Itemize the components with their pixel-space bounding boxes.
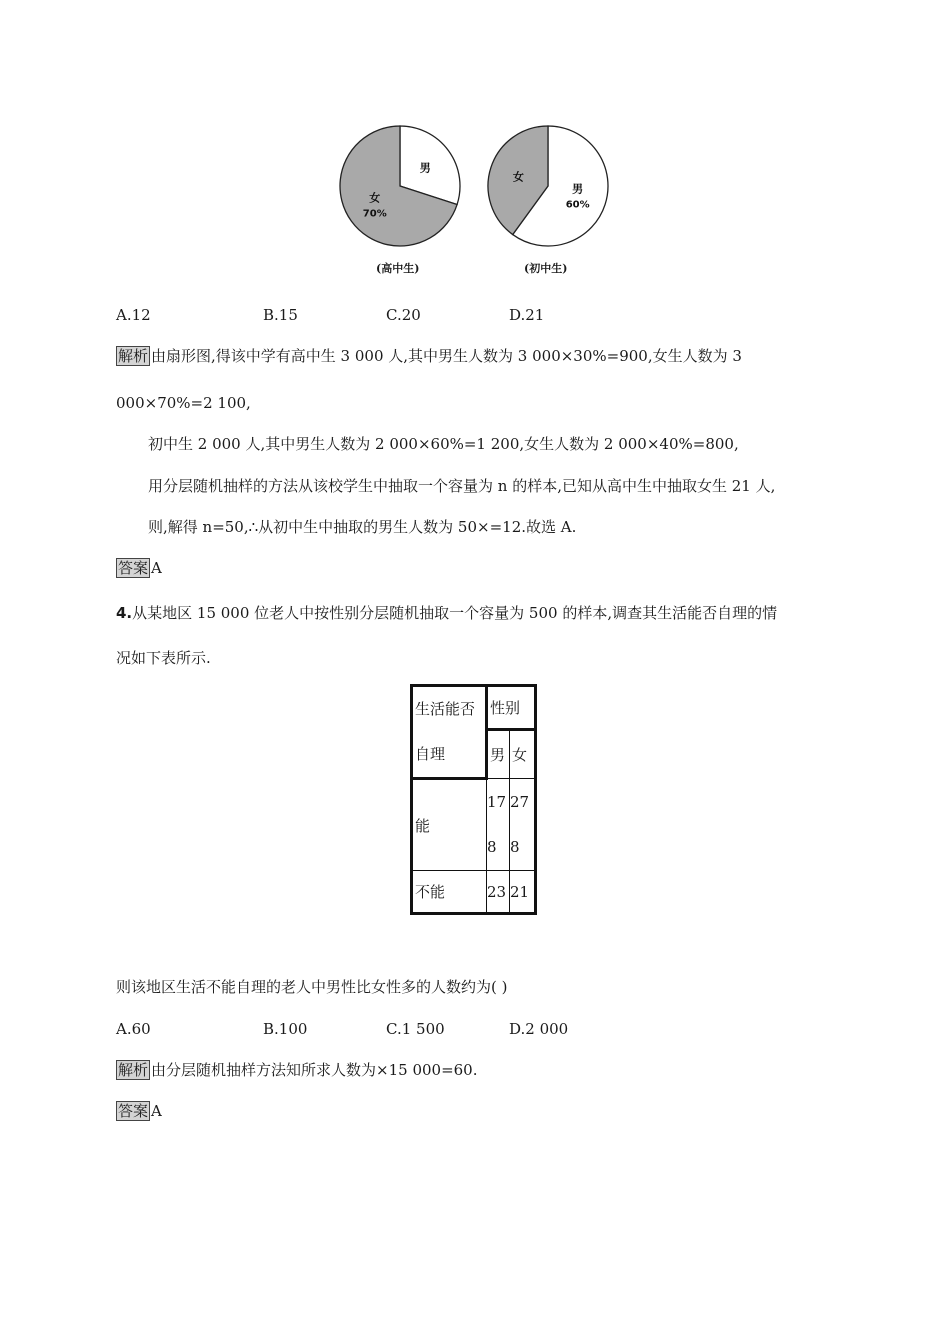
analysis-text: 由分层随机抽样方法知所求人数为×15 000=60.: [151, 1061, 478, 1079]
row-able-male-line-1: 17: [487, 793, 507, 811]
row-able-female-line-2: 8: [510, 838, 520, 856]
q4-option-a: A.60: [116, 1020, 151, 1038]
answer-value: A: [151, 1102, 162, 1120]
pie-svg-senior: [337, 124, 465, 254]
row-unable-male: 23: [487, 871, 510, 914]
header-self-care-line-2: 自理: [415, 745, 446, 763]
pie-chart-senior: [337, 124, 465, 258]
q3-analysis-line-2: 000×70%=2 100,: [116, 394, 251, 412]
pie-label-female: 女: [512, 170, 524, 184]
header-female: 女: [510, 730, 536, 779]
q3-analysis-line-5: 则,解得 n=50,∴从初中生中抽取的男生人数为 50×=12.故选 A.: [148, 518, 577, 536]
row-able-male: [487, 779, 510, 871]
q3-analysis-line-3: 初中生 2 000 人,其中男生人数为 2 000×60%=1 200,女生人数为 2 000×40%=800,: [148, 435, 739, 453]
header-gender: 性别: [487, 686, 536, 730]
pie-percent-female: 70%: [362, 208, 387, 220]
q4-option-c: C.1 500: [386, 1020, 445, 1038]
answer-tag: 答案: [118, 559, 149, 577]
question-number: 4.: [116, 604, 133, 622]
q3-analysis-line-1: [116, 346, 742, 366]
pie-caption-senior: (高中生): [376, 262, 420, 275]
answer-tag: 答案: [118, 1102, 149, 1120]
q4-analysis: [116, 1060, 478, 1080]
q4-stem-line-1: [116, 603, 777, 623]
pie-svg-junior: [485, 124, 613, 254]
pie-chart-junior: [485, 124, 613, 258]
row-unable-label: 不能: [412, 871, 487, 914]
q4-option-d: D.2 000: [509, 1020, 569, 1038]
pie-percent-male: 60%: [565, 199, 590, 211]
q4-question: 则该地区生活不能自理的老人中男性比女性多的人数约为( ): [116, 978, 508, 996]
pie-caption-junior: (初中生): [524, 262, 568, 275]
q3-answer: [116, 558, 162, 578]
q3-option-d: D.21: [509, 306, 545, 324]
pie-label-female: 女: [369, 191, 381, 205]
header-male: 男: [487, 730, 510, 779]
pie-label-male: 男: [419, 161, 431, 175]
analysis-text: 由扇形图,得该中学有高中生 3 000 人,其中男生人数为 3 000×30%=900,女生人数为 3: [151, 347, 742, 365]
question-stem: 从某地区 15 000 位老人中按性别分层随机抽取一个容量为 500 的样本,调查其生活能否自理的情: [132, 604, 778, 622]
row-able-female-line-1: 27: [510, 793, 530, 811]
q3-option-c: C.20: [386, 306, 421, 324]
answer-value: A: [151, 559, 162, 577]
pie-label-male: 男: [572, 182, 584, 196]
row-unable-female: 21: [510, 871, 536, 914]
q3-option-b: B.15: [263, 306, 298, 324]
row-able-male-line-2: 8: [487, 838, 497, 856]
analysis-tag: 解析: [118, 1061, 149, 1079]
header-self-care-line-1: 生活能否: [415, 700, 476, 718]
row-able-label: 能: [412, 779, 487, 871]
q3-analysis-line-4: 用分层随机抽样的方法从该校学生中抽取一个容量为 n 的样本,已知从高中生中抽取女生 21 人,: [148, 477, 776, 495]
q3-option-a: A.12: [116, 306, 151, 324]
q4-answer: [116, 1101, 162, 1121]
self-care-table: [410, 684, 537, 915]
q4-stem-line-2: 况如下表所示.: [116, 649, 211, 667]
row-able-female: [510, 779, 536, 871]
header-self-care: [412, 686, 487, 779]
q4-option-b: B.100: [263, 1020, 308, 1038]
analysis-tag: 解析: [118, 347, 149, 365]
